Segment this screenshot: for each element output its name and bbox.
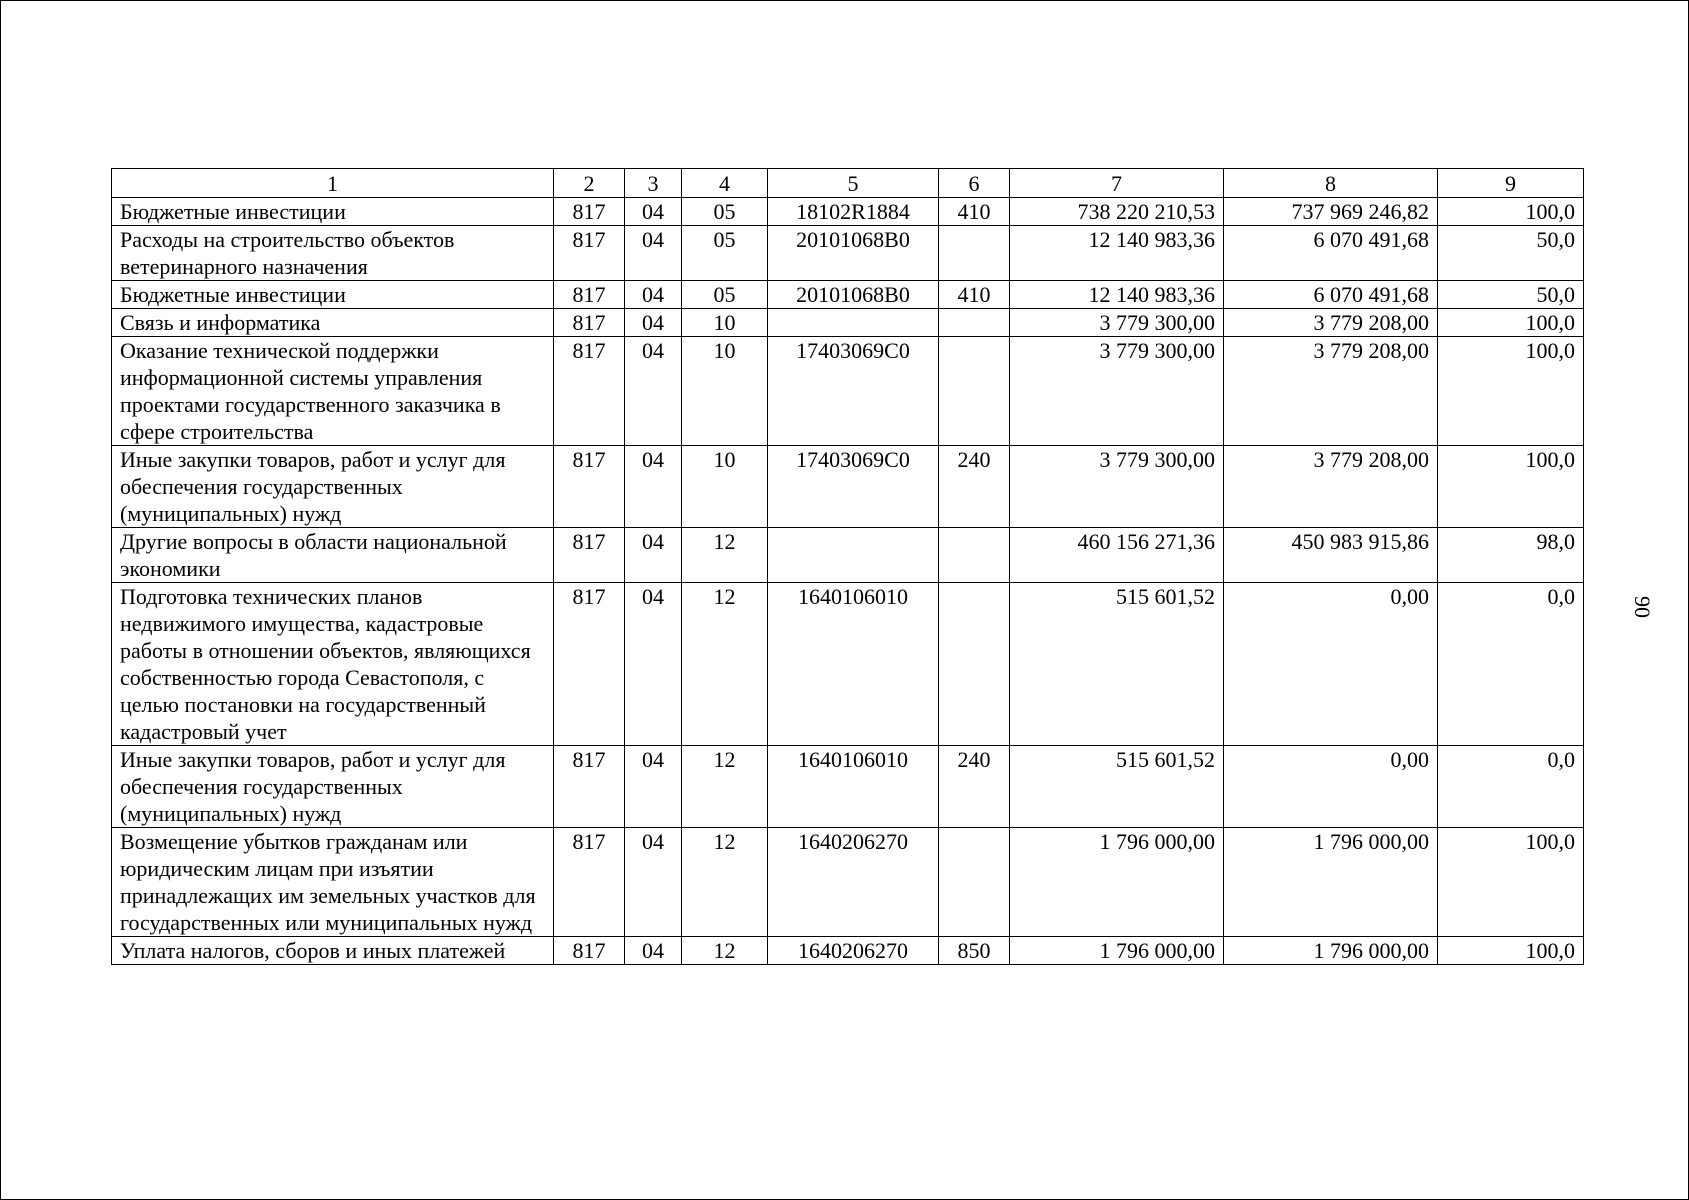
- cell-section: 04: [625, 309, 682, 337]
- table-row: [112, 528, 1584, 583]
- cell-subsection: 05: [682, 281, 768, 309]
- cell-execution-percent: 50,0: [1438, 281, 1584, 309]
- cell-planned-amount: 12 140 983,36: [1010, 226, 1224, 281]
- cell-executed-amount: 3 779 208,00: [1224, 446, 1438, 528]
- header-col-8: 8: [1224, 169, 1438, 198]
- table-row: [112, 937, 1584, 965]
- cell-execution-percent: 100,0: [1438, 337, 1584, 446]
- cell-section: 04: [625, 337, 682, 446]
- cell-execution-percent: 100,0: [1438, 937, 1584, 965]
- cell-executed-amount: 1 796 000,00: [1224, 937, 1438, 965]
- cell-subsection: 10: [682, 309, 768, 337]
- table-row: [112, 446, 1584, 528]
- cell-execution-percent: 0,0: [1438, 583, 1584, 746]
- header-col-3: 3: [625, 169, 682, 198]
- cell-executed-amount: 450 983 915,86: [1224, 528, 1438, 583]
- cell-chapter: 817: [554, 226, 625, 281]
- header-col-9: 9: [1438, 169, 1584, 198]
- cell-chapter: 817: [554, 198, 625, 226]
- cell-name: Иные закупки товаров, работ и услуг для обеспечения государственных (муниципальных) нужд: [112, 446, 554, 528]
- cell-target-article: 17403069С0: [768, 446, 939, 528]
- cell-planned-amount: 12 140 983,36: [1010, 281, 1224, 309]
- cell-section: 04: [625, 583, 682, 746]
- cell-section: 04: [625, 937, 682, 965]
- cell-expense-type: [939, 828, 1010, 937]
- cell-planned-amount: 3 779 300,00: [1010, 446, 1224, 528]
- cell-executed-amount: 0,00: [1224, 746, 1438, 828]
- header-row: [112, 169, 1584, 198]
- cell-subsection: 12: [682, 828, 768, 937]
- cell-subsection: 10: [682, 446, 768, 528]
- cell-execution-percent: 100,0: [1438, 309, 1584, 337]
- cell-name: Подготовка технических планов недвижимого имущества, кадастровые работы в отношении объектов, являющихся собственностью города Севастополя, с целью постановки на государственный кадастровый учет: [112, 583, 554, 746]
- header-col-7: 7: [1010, 169, 1224, 198]
- cell-subsection: 05: [682, 226, 768, 281]
- table-body: [112, 198, 1584, 965]
- cell-subsection: 05: [682, 198, 768, 226]
- header-col-1: 1: [112, 169, 554, 198]
- cell-planned-amount: 1 796 000,00: [1010, 937, 1224, 965]
- cell-chapter: 817: [554, 337, 625, 446]
- cell-target-article: 1640206270: [768, 828, 939, 937]
- cell-expense-type: [939, 528, 1010, 583]
- cell-execution-percent: 50,0: [1438, 226, 1584, 281]
- cell-name: Бюджетные инвестиции: [112, 198, 554, 226]
- header-col-6: 6: [939, 169, 1010, 198]
- cell-chapter: 817: [554, 937, 625, 965]
- cell-execution-percent: 98,0: [1438, 528, 1584, 583]
- cell-expense-type: [939, 337, 1010, 446]
- cell-execution-percent: 100,0: [1438, 828, 1584, 937]
- cell-subsection: 12: [682, 746, 768, 828]
- cell-executed-amount: 6 070 491,68: [1224, 226, 1438, 281]
- cell-target-article: 20101068В0: [768, 226, 939, 281]
- cell-target-article: 1640206270: [768, 937, 939, 965]
- cell-target-article: 20101068В0: [768, 281, 939, 309]
- cell-subsection: 12: [682, 528, 768, 583]
- cell-name: Иные закупки товаров, работ и услуг для обеспечения государственных (муниципальных) нужд: [112, 746, 554, 828]
- cell-executed-amount: 3 779 208,00: [1224, 337, 1438, 446]
- table-row: [112, 337, 1584, 446]
- cell-subsection: 10: [682, 337, 768, 446]
- table-row: [112, 828, 1584, 937]
- cell-subsection: 12: [682, 937, 768, 965]
- cell-planned-amount: 515 601,52: [1010, 746, 1224, 828]
- cell-section: 04: [625, 226, 682, 281]
- cell-expense-type: 240: [939, 746, 1010, 828]
- cell-subsection: 12: [682, 583, 768, 746]
- cell-planned-amount: 1 796 000,00: [1010, 828, 1224, 937]
- table-row: [112, 309, 1584, 337]
- cell-section: 04: [625, 446, 682, 528]
- cell-planned-amount: 460 156 271,36: [1010, 528, 1224, 583]
- cell-target-article: 17403069С0: [768, 337, 939, 446]
- cell-expense-type: 410: [939, 198, 1010, 226]
- cell-executed-amount: 3 779 208,00: [1224, 309, 1438, 337]
- cell-chapter: 817: [554, 309, 625, 337]
- header-col-5: 5: [768, 169, 939, 198]
- cell-target-article: [768, 528, 939, 583]
- cell-name: Расходы на строительство объектов ветеринарного назначения: [112, 226, 554, 281]
- cell-executed-amount: 1 796 000,00: [1224, 828, 1438, 937]
- cell-planned-amount: 3 779 300,00: [1010, 309, 1224, 337]
- cell-section: 04: [625, 746, 682, 828]
- table-row: [112, 746, 1584, 828]
- cell-execution-percent: 0,0: [1438, 746, 1584, 828]
- cell-target-article: 1640106010: [768, 583, 939, 746]
- cell-chapter: 817: [554, 446, 625, 528]
- table-row: [112, 281, 1584, 309]
- cell-expense-type: 240: [939, 446, 1010, 528]
- cell-planned-amount: 515 601,52: [1010, 583, 1224, 746]
- cell-name: Связь и информатика: [112, 309, 554, 337]
- header-col-4: 4: [682, 169, 768, 198]
- cell-section: 04: [625, 198, 682, 226]
- cell-section: 04: [625, 828, 682, 937]
- cell-chapter: 817: [554, 583, 625, 746]
- cell-planned-amount: 3 779 300,00: [1010, 337, 1224, 446]
- cell-expense-type: [939, 309, 1010, 337]
- cell-execution-percent: 100,0: [1438, 198, 1584, 226]
- cell-name: Уплата налогов, сборов и иных платежей: [112, 937, 554, 965]
- table-row: [112, 583, 1584, 746]
- cell-planned-amount: 738 220 210,53: [1010, 198, 1224, 226]
- header-col-2: 2: [554, 169, 625, 198]
- cell-name: Оказание технической поддержки информационной системы управления проектами государственного заказчика в сфере строительства: [112, 337, 554, 446]
- cell-executed-amount: 737 969 246,82: [1224, 198, 1438, 226]
- cell-target-article: 18102R1884: [768, 198, 939, 226]
- cell-chapter: 817: [554, 746, 625, 828]
- cell-executed-amount: 6 070 491,68: [1224, 281, 1438, 309]
- cell-chapter: 817: [554, 528, 625, 583]
- cell-target-article: 1640106010: [768, 746, 939, 828]
- cell-target-article: [768, 309, 939, 337]
- table-row: [112, 226, 1584, 281]
- cell-executed-amount: 0,00: [1224, 583, 1438, 746]
- cell-chapter: 817: [554, 828, 625, 937]
- cell-name: Другие вопросы в области национальной экономики: [112, 528, 554, 583]
- cell-section: 04: [625, 528, 682, 583]
- cell-expense-type: [939, 583, 1010, 746]
- table-row: [112, 198, 1584, 226]
- cell-chapter: 817: [554, 281, 625, 309]
- page-number: 90: [1630, 596, 1655, 618]
- cell-section: 04: [625, 281, 682, 309]
- cell-name: Бюджетные инвестиции: [112, 281, 554, 309]
- cell-expense-type: 410: [939, 281, 1010, 309]
- budget-table: [111, 168, 1584, 965]
- cell-expense-type: 850: [939, 937, 1010, 965]
- cell-expense-type: [939, 226, 1010, 281]
- cell-execution-percent: 100,0: [1438, 446, 1584, 528]
- cell-name: Возмещение убытков гражданам или юридическим лицам при изъятии принадлежащих им земельных участков для государственных или муниципальных нужд: [112, 828, 554, 937]
